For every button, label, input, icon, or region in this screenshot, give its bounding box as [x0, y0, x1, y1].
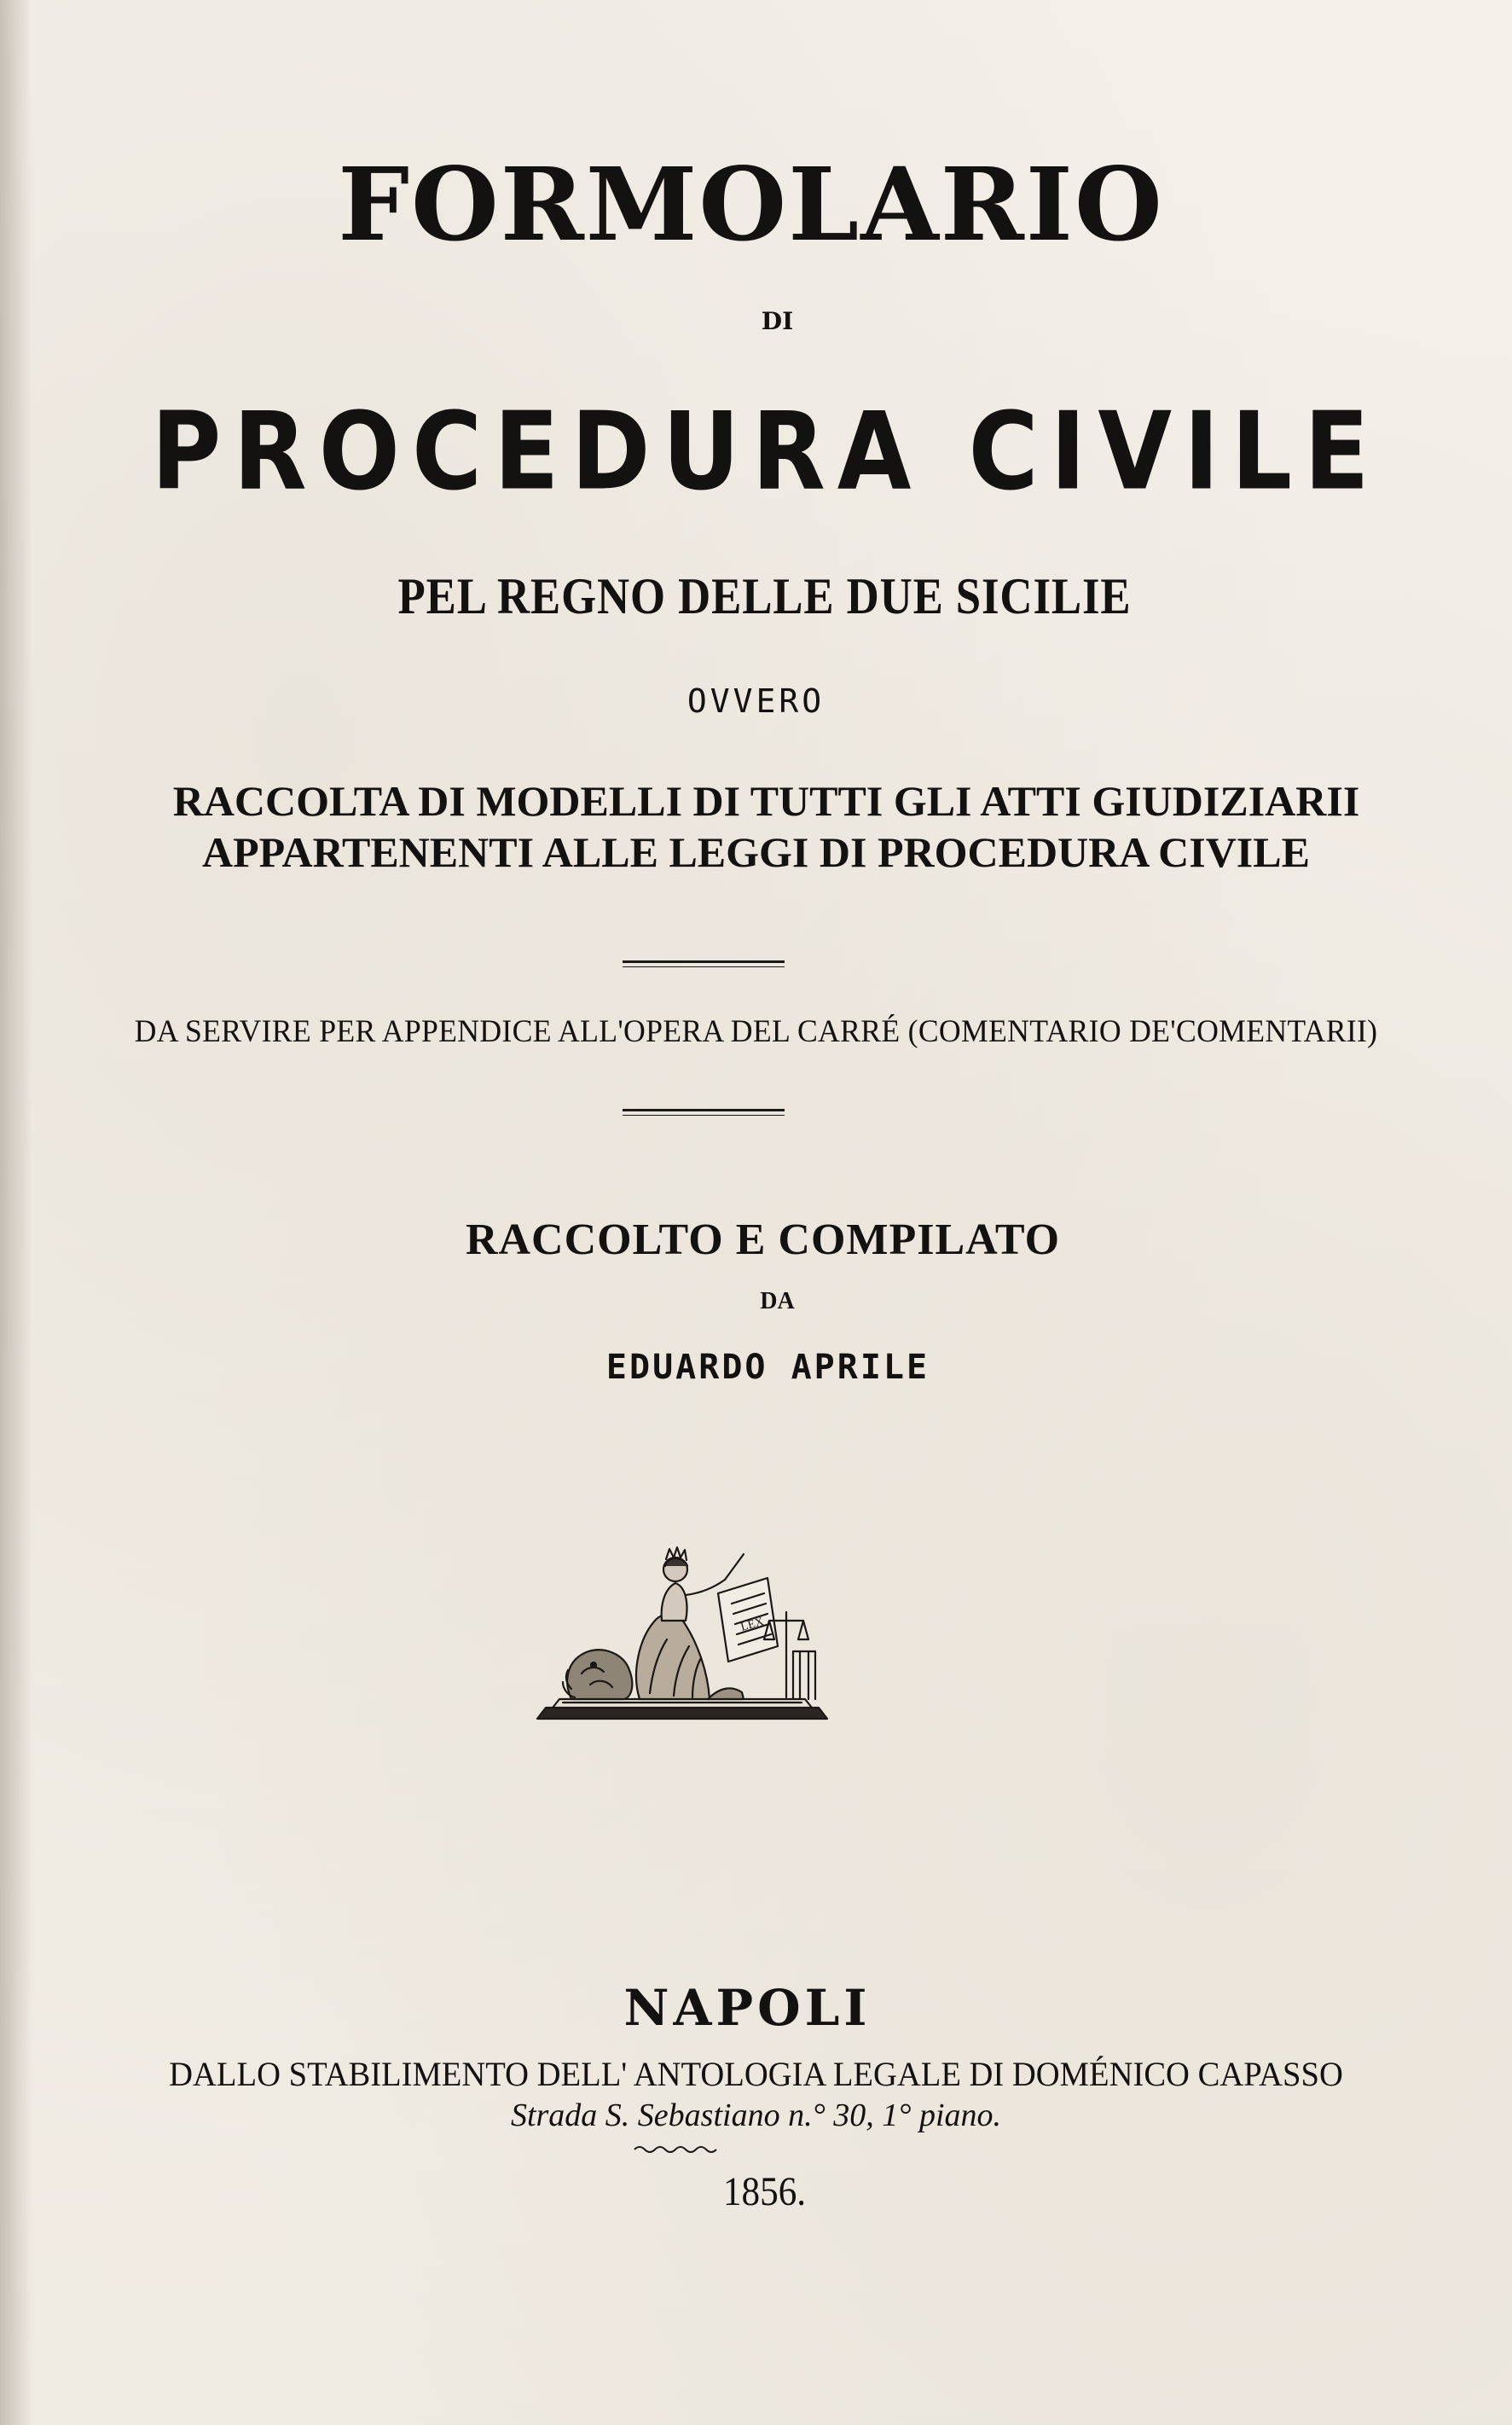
divider-rule-lower-thin — [623, 1115, 785, 1116]
imprint-year: 1856. — [722, 2169, 807, 2214]
tablet-inscription: LEX — [739, 1615, 766, 1634]
divider-rule-upper — [623, 960, 785, 963]
by-connector: DA — [760, 1288, 795, 1314]
title-connector: DI — [761, 307, 794, 335]
subtitle-line-2: APPARTENENTI ALLE LEGGI DI PROCEDURA CIVILE — [202, 828, 1310, 876]
justice-figure-with-lion-icon — [512, 1484, 853, 1740]
divider-rule-lower — [623, 1109, 785, 1111]
compiled-by-line: RACCOLTO E COMPILATO — [465, 1215, 1061, 1264]
book-subject: PROCEDURA CIVILE — [151, 390, 1382, 514]
alternative-word: OVVERO — [686, 682, 826, 720]
imprint-address: Strada S. Sebastiano n.° 30, 1° piano. — [510, 2097, 1002, 2133]
ornamental-squiggle — [633, 2143, 718, 2156]
imprint-city: NAPOLI — [623, 1979, 872, 2037]
imprint-publisher: DALLO STABILIMENTO DELL' ANTOLOGIA LEGALE DI DOMÉNICO CAPASSO — [169, 2055, 1343, 2093]
book-title: FORMOLARIO — [338, 145, 1164, 264]
appendix-note: DA SERVIRE PER APPENDICE ALL'OPERA DEL CARRÉ (COMENTARIO DE'COMENTARII) — [134, 1014, 1378, 1049]
region-line: PEL REGNO DELLE DUE SICILIE — [397, 568, 1132, 624]
divider-rule-upper-thin — [623, 966, 785, 967]
author-name: EDUARDO APRILE — [605, 1348, 930, 1387]
subtitle-line-1: RACCOLTA DI MODELLI DI TUTTI GLI ATTI GIUDIZIARII — [172, 777, 1360, 825]
